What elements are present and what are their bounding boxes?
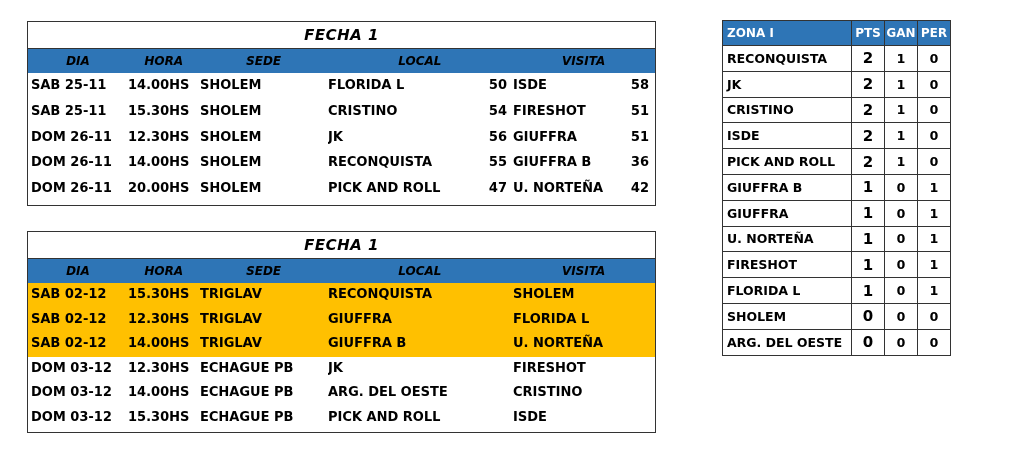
- cell-per: 0: [918, 149, 951, 175]
- standings-row: [723, 71, 951, 97]
- cell-team: ISDE: [723, 123, 852, 149]
- cell-per: 0: [918, 71, 951, 97]
- cell-dia: DOM 26-11: [31, 129, 112, 145]
- cell-dia: SAB 02-12: [31, 311, 107, 327]
- standings-row: [723, 226, 951, 252]
- cell-visita: U. NORTEÑA: [513, 181, 604, 197]
- table-row: [28, 283, 655, 308]
- cell-local: FLORIDA L: [328, 78, 405, 93]
- cell-hora: 15.30HS: [128, 287, 190, 302]
- cell-gan: 1: [885, 46, 918, 72]
- cell-gan: 1: [885, 123, 918, 149]
- cell-local: GIUFFRA B: [328, 336, 407, 352]
- cell-local-score: 50: [488, 78, 507, 93]
- cell-sede: SHOLEM: [200, 181, 262, 197]
- cell-hora: 12.30HS: [128, 129, 190, 145]
- cell-team: CRISTINO: [723, 97, 852, 123]
- standings-table: [722, 20, 951, 356]
- cell-local: ARG. DEL OESTE: [328, 385, 448, 401]
- cell-local-score: 54: [488, 103, 507, 119]
- cell-local: RECONQUISTA: [328, 287, 433, 302]
- cell-per: 1: [918, 252, 951, 278]
- header-hora: HORA: [144, 264, 184, 278]
- standings-row: [723, 123, 951, 149]
- cell-pts: 2: [852, 97, 885, 123]
- cell-pts: 2: [852, 123, 885, 149]
- cell-pts: 2: [852, 71, 885, 97]
- cell-team: GIUFFRA: [723, 200, 852, 226]
- cell-visita: SHOLEM: [513, 287, 575, 302]
- table-row: [28, 150, 655, 176]
- cell-gan: 1: [885, 149, 918, 175]
- cell-pts: 1: [852, 200, 885, 226]
- cell-pts: 1: [852, 252, 885, 278]
- cell-sede: TRIGLAV: [200, 336, 262, 352]
- cell-sede: ECHAGUE PB: [200, 409, 294, 425]
- table-row: [28, 308, 655, 333]
- cell-team: FLORIDA L: [723, 278, 852, 304]
- cell-dia: SAB 02-12: [31, 287, 107, 302]
- cell-dia: DOM 26-11: [31, 155, 112, 171]
- cell-dia: SAB 02-12: [31, 336, 107, 352]
- cell-per: 0: [918, 329, 951, 355]
- header-per: PER: [918, 21, 951, 46]
- cell-gan: 0: [885, 252, 918, 278]
- cell-pts: 1: [852, 174, 885, 200]
- cell-gan: 0: [885, 278, 918, 304]
- header-pts: PTS: [852, 21, 885, 46]
- standings-row: [723, 174, 951, 200]
- header-sede: SEDE: [246, 54, 282, 68]
- table-row: [28, 125, 655, 151]
- cell-visita-score: 58: [630, 78, 649, 93]
- table-row: [28, 381, 655, 406]
- cell-sede: SHOLEM: [200, 155, 262, 171]
- cell-pts: 0: [852, 329, 885, 355]
- cell-visita-score: 42: [630, 181, 649, 197]
- cell-hora: 14.00HS: [128, 336, 190, 352]
- cell-per: 0: [918, 123, 951, 149]
- cell-gan: 0: [885, 174, 918, 200]
- header-hora: HORA: [144, 54, 184, 68]
- cell-team: RECONQUISTA: [723, 46, 852, 72]
- cell-hora: 15.30HS: [128, 103, 190, 119]
- cell-per: 1: [918, 200, 951, 226]
- results-title: FECHA 1: [28, 22, 655, 49]
- cell-sede: SHOLEM: [200, 103, 262, 119]
- cell-visita: FIRESHOT: [513, 360, 586, 376]
- table-row: [28, 176, 655, 202]
- fixtures-title: FECHA 1: [28, 232, 655, 259]
- cell-team: FIRESHOT: [723, 252, 852, 278]
- results-body: [28, 73, 655, 202]
- standings-row: [723, 303, 951, 329]
- table-row: [28, 406, 655, 431]
- cell-sede: SHOLEM: [200, 129, 262, 145]
- cell-per: 0: [918, 46, 951, 72]
- cell-gan: 0: [885, 303, 918, 329]
- fixtures-header-row: [28, 259, 655, 283]
- results-table: [27, 21, 656, 206]
- table-row: [28, 332, 655, 357]
- cell-gan: 1: [885, 71, 918, 97]
- standings-row: [723, 97, 951, 123]
- cell-sede: ECHAGUE PB: [200, 385, 294, 401]
- cell-team: JK: [723, 71, 852, 97]
- cell-hora: 15.30HS: [128, 409, 190, 425]
- header-visita: VISITA: [561, 54, 606, 68]
- cell-local: JK: [328, 129, 343, 145]
- cell-per: 0: [918, 303, 951, 329]
- cell-pts: 1: [852, 226, 885, 252]
- cell-sede: TRIGLAV: [200, 287, 262, 302]
- cell-sede: SHOLEM: [200, 78, 262, 93]
- cell-hora: 14.00HS: [128, 385, 190, 401]
- cell-per: 1: [918, 226, 951, 252]
- table-row: [28, 99, 655, 125]
- cell-per: 1: [918, 174, 951, 200]
- standings-row: [723, 329, 951, 355]
- header-zona: ZONA I: [723, 21, 852, 46]
- cell-dia: DOM 26-11: [31, 181, 112, 197]
- cell-local: JK: [328, 360, 343, 376]
- cell-visita-score: 36: [630, 155, 649, 171]
- cell-per: 1: [918, 278, 951, 304]
- cell-pts: 1: [852, 278, 885, 304]
- cell-hora: 20.00HS: [128, 181, 190, 197]
- cell-dia: SAB 25-11: [31, 78, 107, 93]
- header-dia: DIA: [66, 54, 90, 68]
- cell-visita: CRISTINO: [513, 385, 583, 401]
- header-dia: DIA: [66, 264, 90, 278]
- standings-row: [723, 278, 951, 304]
- cell-gan: 0: [885, 200, 918, 226]
- cell-visita: GIUFFRA: [513, 129, 577, 145]
- standings-row: [723, 46, 951, 72]
- header-local: LOCAL: [398, 264, 442, 278]
- cell-dia: SAB 25-11: [31, 103, 107, 119]
- cell-local: PICK AND ROLL: [328, 181, 441, 197]
- table-row: [28, 357, 655, 382]
- cell-team: SHOLEM: [723, 303, 852, 329]
- cell-hora: 12.30HS: [128, 311, 190, 327]
- results-header-row: [28, 49, 655, 73]
- cell-gan: 1: [885, 97, 918, 123]
- cell-gan: 0: [885, 226, 918, 252]
- standings-row: [723, 200, 951, 226]
- fixtures-table: [27, 231, 656, 433]
- cell-hora: 12.30HS: [128, 360, 190, 376]
- cell-pts: 2: [852, 46, 885, 72]
- cell-local: GIUFFRA: [328, 311, 392, 327]
- cell-visita: U. NORTEÑA: [513, 336, 604, 352]
- cell-visita: FLORIDA L: [513, 311, 590, 327]
- cell-sede: TRIGLAV: [200, 311, 262, 327]
- cell-visita: ISDE: [513, 78, 547, 93]
- fixtures-body: [28, 283, 655, 431]
- cell-gan: 0: [885, 329, 918, 355]
- table-row: [28, 73, 655, 99]
- cell-hora: 14.00HS: [128, 155, 190, 171]
- standings-row: [723, 252, 951, 278]
- cell-per: 0: [918, 97, 951, 123]
- cell-visita: FIRESHOT: [513, 103, 586, 119]
- cell-team: PICK AND ROLL: [723, 149, 852, 175]
- cell-dia: DOM 03-12: [31, 360, 112, 376]
- cell-pts: 2: [852, 149, 885, 175]
- cell-visita: GIUFFRA B: [513, 155, 592, 171]
- cell-hora: 14.00HS: [128, 78, 190, 93]
- cell-team: ARG. DEL OESTE: [723, 329, 852, 355]
- cell-local: RECONQUISTA: [328, 155, 433, 171]
- cell-visita-score: 51: [630, 103, 649, 119]
- header-gan: GAN: [885, 21, 918, 46]
- cell-dia: DOM 03-12: [31, 385, 112, 401]
- cell-local-score: 47: [488, 181, 507, 197]
- cell-team: U. NORTEÑA: [723, 226, 852, 252]
- header-sede: SEDE: [246, 264, 282, 278]
- cell-dia: DOM 03-12: [31, 409, 112, 425]
- cell-local-score: 56: [488, 129, 507, 145]
- cell-pts: 0: [852, 303, 885, 329]
- standings-row: [723, 149, 951, 175]
- standings-header-row: [723, 21, 951, 46]
- header-visita: VISITA: [561, 264, 606, 278]
- header-local: LOCAL: [398, 54, 442, 68]
- cell-local: CRISTINO: [328, 103, 398, 119]
- cell-local-score: 55: [488, 155, 507, 171]
- cell-sede: ECHAGUE PB: [200, 360, 294, 376]
- cell-visita: ISDE: [513, 409, 547, 425]
- cell-visita-score: 51: [630, 129, 649, 145]
- cell-team: GIUFFRA B: [723, 174, 852, 200]
- cell-local: PICK AND ROLL: [328, 409, 441, 425]
